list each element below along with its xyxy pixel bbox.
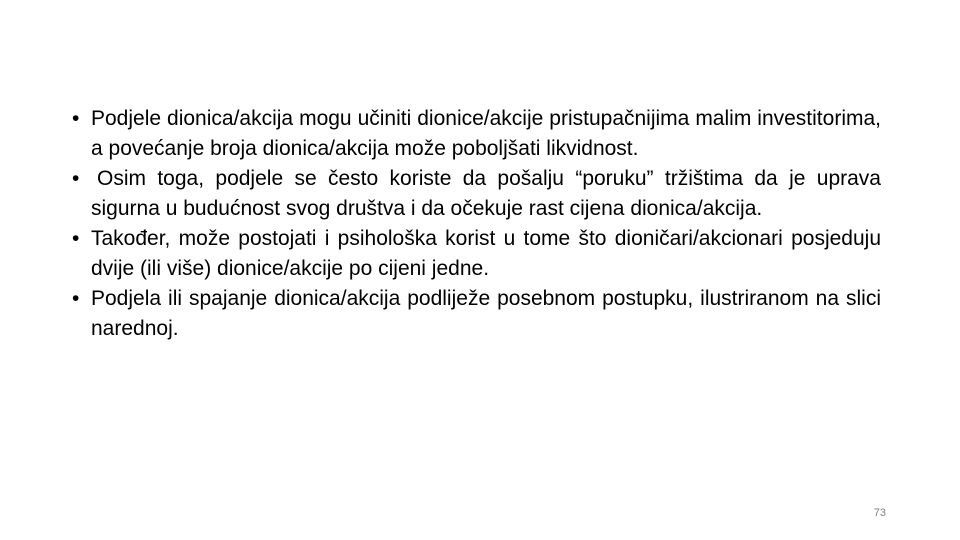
bullet-dot-icon: • xyxy=(72,107,80,130)
bullet-dot-icon: • xyxy=(72,167,80,190)
bullet-dot-icon: • xyxy=(72,287,80,310)
bullet-text-2: Osim toga, podjele se često koriste da pošalju “poruku” tržištima da je uprava sigurna u budućnost svog društva i da očekuje rast cijena dionica/akcija. xyxy=(91,167,881,220)
bullet-item-3 xyxy=(72,224,881,284)
bullet-item-1 xyxy=(72,104,881,164)
bullet-list xyxy=(72,104,881,344)
bullet-item-4 xyxy=(72,284,881,344)
bullet-item-2 xyxy=(72,164,881,224)
bullet-text-1: Podjele dionica/akcija mogu učiniti dionice/akcije pristupačnijima malim investitorima, a povećanje broja dionica/akcija može poboljšati likvidnost. xyxy=(91,107,881,160)
bullet-dot-icon: • xyxy=(72,227,80,250)
bullet-text-4: Podjela ili spajanje dionica/akcija podliježe posebnom postupku, ilustriranom na slici narednoj. xyxy=(91,287,881,340)
page-number: 73 xyxy=(873,507,886,519)
bullet-text-3: Također, može postojati i psihološka korist u tome što dioničari/akcionari posjeduju dvije (ili više) dionice/akcije po cijeni jedne. xyxy=(91,227,881,280)
